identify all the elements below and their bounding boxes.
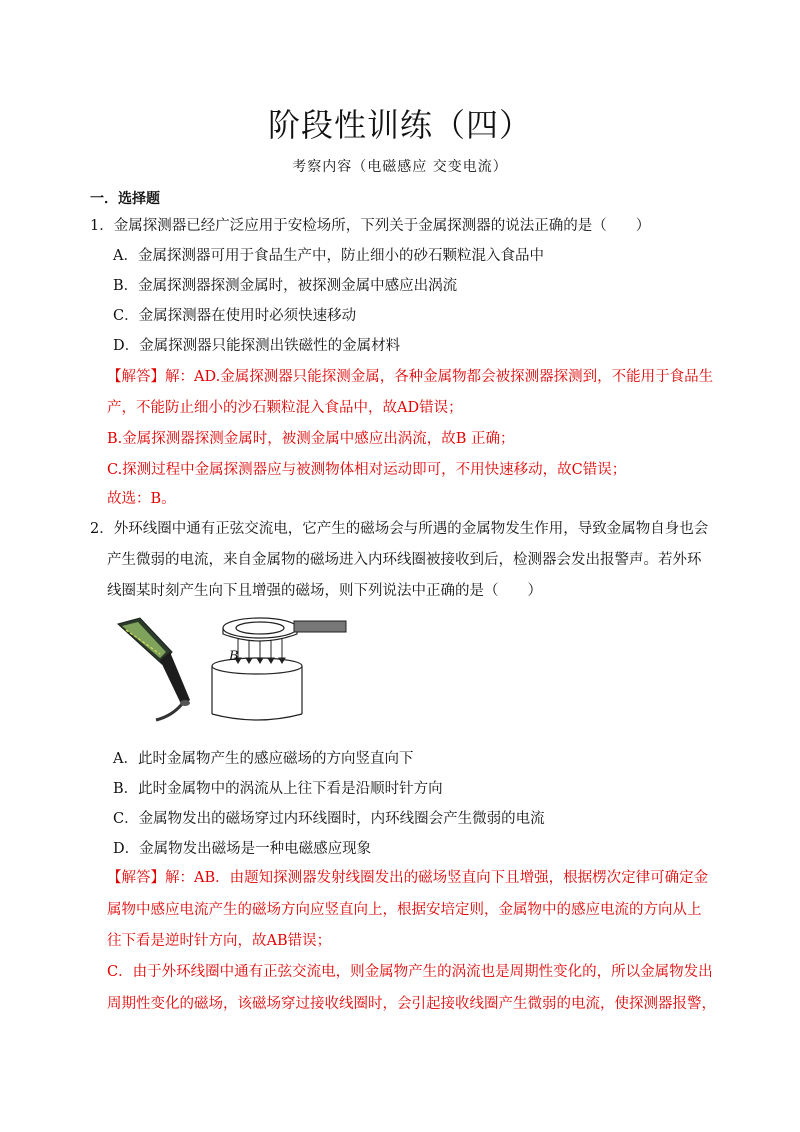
coil-rings: [223, 618, 346, 641]
page-subtitle: 考察内容（电磁感应 交变电流）: [292, 159, 508, 175]
field-label-b: B: [229, 649, 239, 664]
question-1-option-d: D．金属探测器只能探测出铁磁性的金属材料: [113, 338, 401, 354]
question-2-option-b: B．此时金属物中的涡流从上往下看是沿顺时针方向: [113, 781, 443, 797]
question-1-answer-line: 故选：B。: [107, 491, 176, 507]
metal-detector-figure: [112, 612, 357, 727]
question-2-answer-line: 周期性变化的磁场，该磁场穿过接收线圈时，会引起接收线圈产生微弱的电流，使探测器报警，: [107, 996, 716, 1012]
question-2-answer-line: C．由于外环线圈中通有正弦交流电，则金属物产生的涡流也是周期性变化的，所以金属物发出: [107, 964, 713, 980]
question-2-answer-line: 【解答】解：AB．由题知探测器发射线圈发出的磁场竖直向下且增强，根据楞次定律可确定金: [107, 870, 709, 886]
page-title: 阶段性训练（四）: [267, 106, 532, 144]
question-1-answer-line: 产，不能防止细小的沙石颗粒混入食品中，故AD错误；: [107, 400, 463, 416]
metal-object-cylinder: [212, 658, 302, 720]
question-1-option-c: C．金属探测器在使用时必须快速移动: [113, 308, 357, 324]
question-2-option-c: C．金属物发出的磁场穿过内环线圈时，内环线圈会产生微弱的电流: [113, 811, 545, 827]
question-2-option-d: D．金属物发出磁场是一种电磁感应现象: [113, 841, 372, 857]
question-1-option-b: B．金属探测器探测金属时，被探测金属中感应出涡流: [113, 278, 458, 294]
section-heading: 一．选择题: [90, 191, 160, 207]
question-2-answer-line: 属物中感应电流产生的磁场方向应竖直向上，根据安培定则，金属物中的感应电流的方向从上: [107, 902, 702, 918]
question-1-answer-line: 【解答】解：AD.金属探测器只能探测金属，各种金属物都会被探测器探测到，不能用于食品生: [107, 369, 714, 385]
metal-detector-wand-icon: [118, 618, 190, 720]
question-2-stem-line: 2．外环线圈中通有正弦交流电，它产生的磁场会与所遇的金属物发生作用，导致金属物自身也会: [90, 521, 709, 537]
question-2-option-a: A．此时金属物产生的感应磁场的方向竖直向下: [113, 751, 414, 767]
question-2-stem-line: 线圈某时刻产生向下且增强的磁场，则下列说法中正确的是（ ）: [107, 583, 542, 599]
question-2-answer-line: 往下看是逆时针方向，故AB错误；: [107, 933, 332, 949]
question-1-answer-line: B.金属探测器探测金属时，被测金属中感应出涡流，故B 正确；: [107, 431, 515, 447]
question-1-stem: 1．金属探测器已经广泛应用于安检场所，下列关于金属探测器的说法正确的是（ ）: [90, 218, 651, 234]
question-2-stem-line: 产生微弱的电流，来自金属物的磁场进入内环线圈被接收到后，检测器会发出报警声。若外环: [107, 552, 702, 568]
question-1-answer-line: C.探测过程中金属探测器应与被测物体相对运动即可，不用快速移动，故C错误；: [107, 462, 627, 478]
question-1-option-a: A．金属探测器可用于食品生产中，防止细小的砂石颗粒混入食品中: [113, 248, 544, 264]
